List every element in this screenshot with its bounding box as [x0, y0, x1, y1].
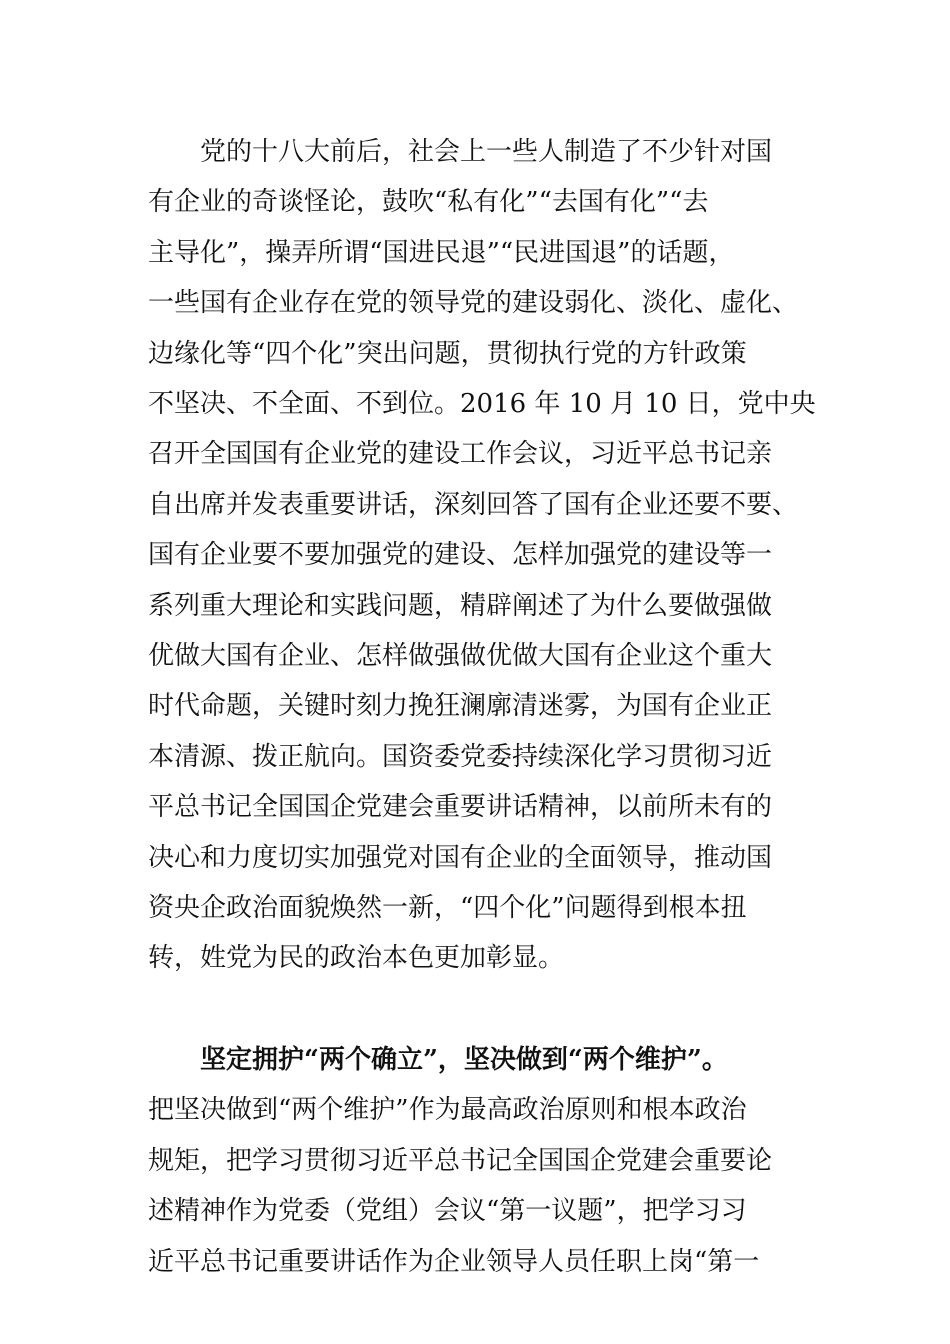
paragraph-line: 国有企业要不要加强党的建设、怎样加强党的建设等一 [148, 540, 773, 570]
paragraph-line: 近平总书记重要讲话作为企业领导人员任职上岗“第一 [148, 1247, 760, 1277]
paragraph-line: 述精神作为党委（党组）会议“第一议题”，把学习习 [148, 1196, 747, 1226]
paragraph-line: 本清源、拨正航向。国资委党委持续深化学习贯彻习近 [148, 742, 773, 772]
paragraph-line: 优做大国有企业、怎样做强做优做大国有企业这个重大 [148, 641, 773, 671]
paragraph-line: 转，姓党为民的政治本色更加彰显。 [148, 943, 565, 973]
paragraph-line: 系列重大理论和实践问题，精辟阐述了为什么要做强做 [148, 591, 773, 621]
paragraph-line: 主导化”，操弄所谓“国进民退”“民进国退”的话题， [148, 238, 735, 268]
paragraph-line: 时代命题，关键时刻力挽狂澜廓清迷雾，为国有企业正 [148, 691, 773, 721]
paragraph-line: 自出席并发表重要讲话，深刻回答了国有企业还要不要、 [148, 490, 799, 520]
paragraph-line: 有企业的奇谈怪论，鼓吹“私有化”“去国有化”“去 [148, 187, 709, 217]
paragraph-line: 召开全国国有企业党的建设工作会议，习近平总书记亲 [148, 439, 773, 469]
paragraph-line: 决心和力度切实加强党对国有企业的全面领导，推动国 [148, 843, 773, 873]
paragraph-line: 平总书记全国国企党建会重要讲话精神，以前所未有的 [148, 792, 773, 822]
paragraph-line: 边缘化等“四个化”突出问题，贯彻执行党的方针政策 [148, 339, 747, 369]
paragraph-line: 不坚决、不全面、不到位。2016 年 10 月 10 日，党中央 [148, 389, 816, 419]
paragraph-line: 把坚决做到“两个维护”作为最高政治原则和根本政治 [148, 1095, 747, 1125]
paragraph-line: 一些国有企业存在党的领导党的建设弱化、淡化、虚化、 [148, 288, 799, 318]
paragraph-line: 资央企政治面貌焕然一新，“四个化”问题得到根本扭 [148, 893, 747, 923]
paragraph-line: 党的十八大前后，社会上一些人制造了不少针对国 [200, 137, 773, 167]
paragraph-line: 规矩，把学习贯彻习近平总书记全国国企党建会重要论 [148, 1146, 773, 1176]
paragraph-heading: 坚定拥护“两个确立”，坚决做到“两个维护”。 [200, 1045, 728, 1075]
